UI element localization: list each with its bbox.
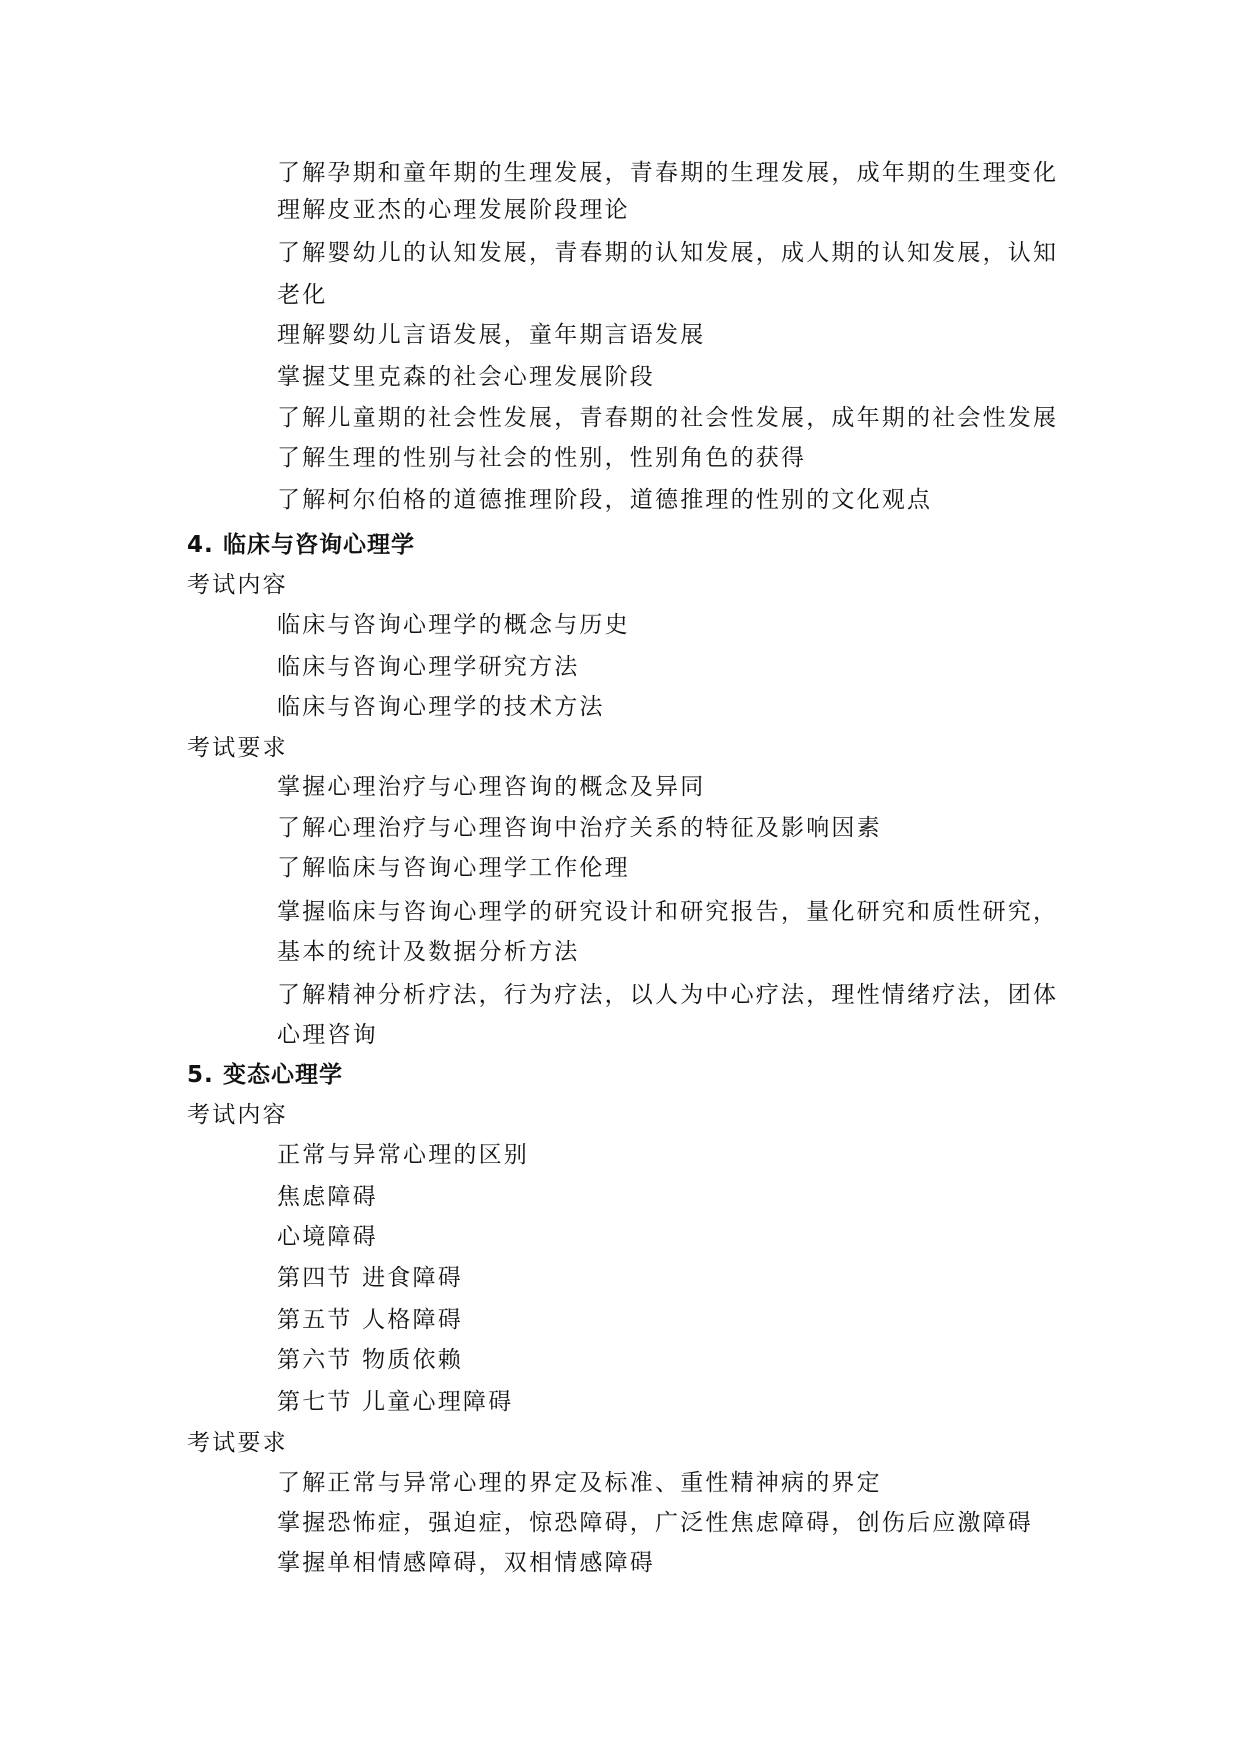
requirement-line: 掌握艾里克森的社会心理发展阶段 xyxy=(277,364,655,390)
content-item: 临床与咨询心理学的概念与历史 xyxy=(277,612,630,638)
section-title: 变态心理学 xyxy=(223,1062,343,1088)
requirement-line: 掌握临床与咨询心理学的研究设计和研究报告，量化研究和质性研究， xyxy=(277,899,1059,925)
requirements-label: 考试要求 xyxy=(187,735,288,761)
section-heading-5 xyxy=(187,1060,343,1090)
requirement-line: 了解正常与异常心理的界定及标准、重性精神病的界定 xyxy=(277,1470,882,1496)
content-label: 考试内容 xyxy=(187,1102,288,1128)
requirement-line: 了解孕期和童年期的生理发展，青春期的生理发展，成年期的生理变化 xyxy=(277,160,1059,186)
content-item: 第五节 人格障碍 xyxy=(277,1307,463,1333)
requirement-line: 了解婴幼儿的认知发展，青春期的认知发展，成人期的认知发展，认知 xyxy=(277,240,1059,266)
section-heading-4 xyxy=(187,530,415,560)
requirement-line: 心理咨询 xyxy=(277,1022,378,1048)
section-number: 4. xyxy=(187,532,214,558)
requirement-line: 掌握恐怖症，强迫症，惊恐障碍，广泛性焦虑障碍，创伤后应激障碍 xyxy=(277,1510,1033,1536)
requirement-line: 理解婴幼儿言语发展，童年期言语发展 xyxy=(277,322,706,348)
requirement-line: 了解生理的性别与社会的性别，性别角色的获得 xyxy=(277,445,807,471)
requirement-line: 基本的统计及数据分析方法 xyxy=(277,939,580,965)
content-item: 临床与咨询心理学的技术方法 xyxy=(277,694,605,720)
requirement-line: 了解柯尔伯格的道德推理阶段，道德推理的性别的文化观点 xyxy=(277,487,933,513)
section-number: 5. xyxy=(187,1062,214,1088)
content-item: 第七节 儿童心理障碍 xyxy=(277,1389,514,1415)
content-item: 焦虑障碍 xyxy=(277,1184,378,1210)
content-item: 第六节 物质依赖 xyxy=(277,1347,463,1373)
content-label: 考试内容 xyxy=(187,572,288,598)
requirement-line: 了解精神分析疗法，行为疗法，以人为中心疗法，理性情绪疗法，团体 xyxy=(277,982,1059,1008)
content-item: 临床与咨询心理学研究方法 xyxy=(277,654,580,680)
requirement-line: 了解临床与咨询心理学工作伦理 xyxy=(277,855,630,881)
requirement-line: 了解儿童期的社会性发展，青春期的社会性发展，成年期的社会性发展 xyxy=(277,405,1059,431)
requirement-line: 理解皮亚杰的心理发展阶段理论 xyxy=(277,197,630,223)
requirement-line: 了解心理治疗与心理咨询中治疗关系的特征及影响因素 xyxy=(277,815,882,841)
section-title: 临床与咨询心理学 xyxy=(223,532,415,558)
requirement-line: 老化 xyxy=(277,282,328,308)
content-item: 正常与异常心理的区别 xyxy=(277,1142,529,1168)
requirement-line: 掌握单相情感障碍，双相情感障碍 xyxy=(277,1550,655,1576)
content-item: 心境障碍 xyxy=(277,1224,378,1250)
requirements-label: 考试要求 xyxy=(187,1430,288,1456)
content-item: 第四节 进食障碍 xyxy=(277,1265,463,1291)
requirement-line: 掌握心理治疗与心理咨询的概念及异同 xyxy=(277,774,706,800)
